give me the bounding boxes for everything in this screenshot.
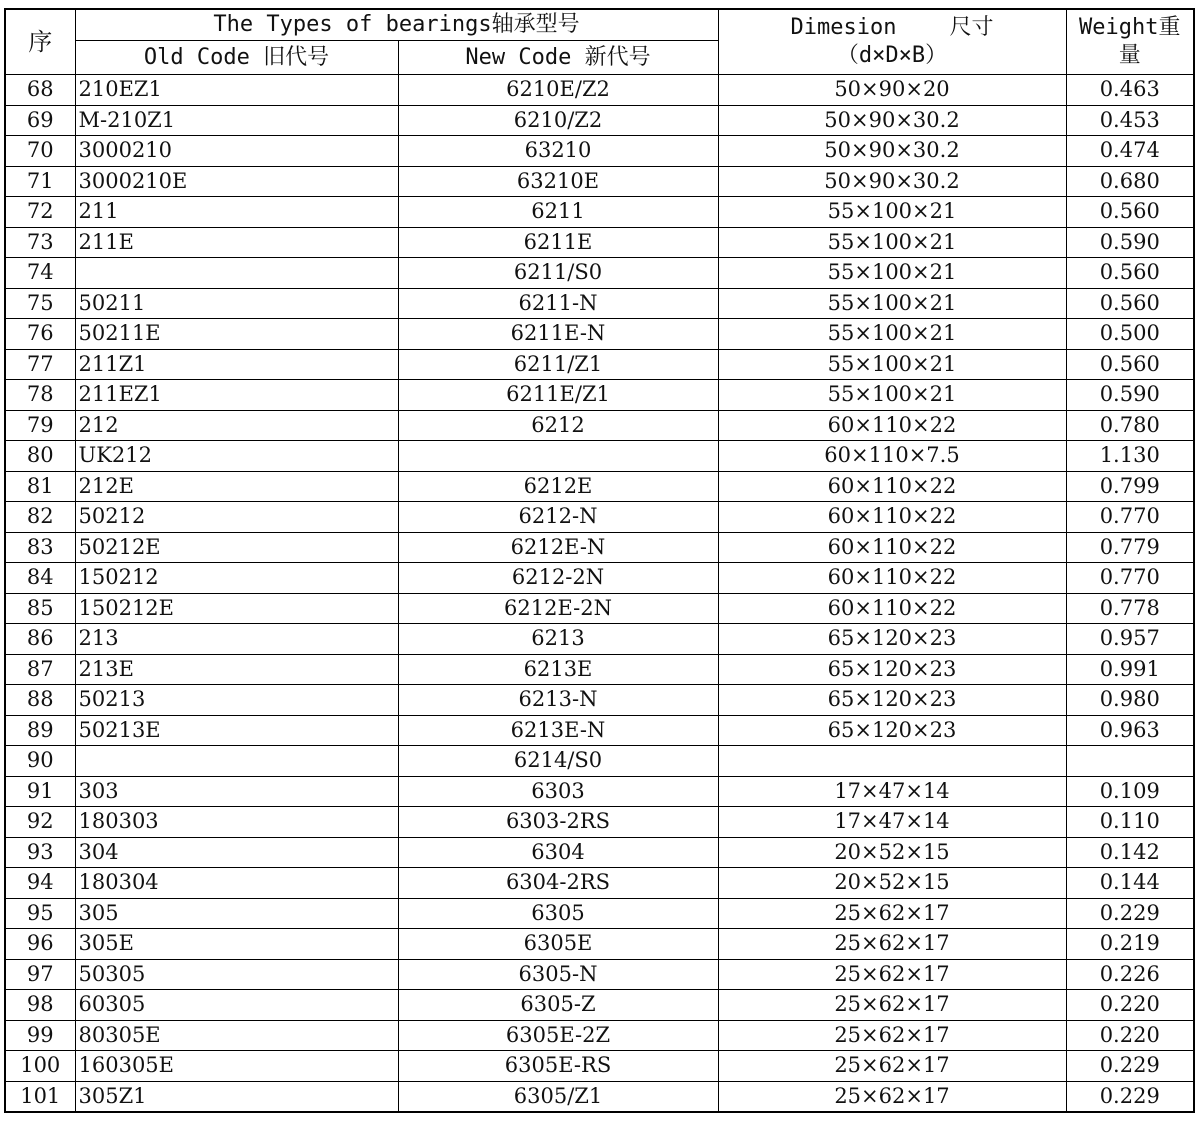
cell-dimension: 60×110×7.5 (718, 441, 1066, 472)
cell-new-code: 6305-Z (398, 990, 718, 1021)
table-row (5, 349, 1194, 380)
cell-seq: 86 (5, 624, 75, 655)
cell-seq: 82 (5, 502, 75, 533)
cell-dimension: 65×120×23 (718, 715, 1066, 746)
cell-weight (1066, 746, 1194, 777)
cell-seq: 77 (5, 349, 75, 380)
header-seq: 序 (5, 9, 75, 75)
cell-old-code: 50211E (75, 319, 398, 350)
cell-weight: 0.680 (1066, 166, 1194, 197)
cell-weight: 0.980 (1066, 685, 1194, 716)
bearing-table (4, 8, 1195, 1113)
table-row (5, 105, 1194, 136)
cell-seq: 90 (5, 746, 75, 777)
table-row (5, 1081, 1194, 1112)
cell-seq: 93 (5, 837, 75, 868)
cell-seq: 74 (5, 258, 75, 289)
cell-seq: 79 (5, 410, 75, 441)
cell-new-code: 6213E-N (398, 715, 718, 746)
table-row (5, 959, 1194, 990)
cell-dimension: 60×110×22 (718, 563, 1066, 594)
table-row (5, 288, 1194, 319)
cell-weight: 0.500 (1066, 319, 1194, 350)
cell-dimension: 25×62×17 (718, 1051, 1066, 1082)
cell-old-code: 212E (75, 471, 398, 502)
cell-old-code: 50212 (75, 502, 398, 533)
cell-seq: 87 (5, 654, 75, 685)
cell-seq: 72 (5, 197, 75, 228)
cell-seq: 85 (5, 593, 75, 624)
cell-new-code: 6305E-2Z (398, 1020, 718, 1051)
cell-new-code: 6212E-2N (398, 593, 718, 624)
cell-new-code: 6211 (398, 197, 718, 228)
table-row (5, 654, 1194, 685)
cell-old-code: 304 (75, 837, 398, 868)
table-row (5, 776, 1194, 807)
cell-old-code: 3000210 (75, 136, 398, 167)
cell-dimension: 25×62×17 (718, 959, 1066, 990)
table-row (5, 227, 1194, 258)
cell-dimension: 17×47×14 (718, 776, 1066, 807)
cell-new-code: 6214/S0 (398, 746, 718, 777)
cell-seq: 73 (5, 227, 75, 258)
cell-dimension: 60×110×22 (718, 502, 1066, 533)
cell-new-code: 6210/Z2 (398, 105, 718, 136)
table-row (5, 441, 1194, 472)
cell-new-code: 6212 (398, 410, 718, 441)
cell-dimension: 55×100×21 (718, 258, 1066, 289)
cell-seq: 84 (5, 563, 75, 594)
cell-old-code: 210EZ1 (75, 75, 398, 106)
table-row (5, 685, 1194, 716)
cell-new-code: 6212E (398, 471, 718, 502)
cell-dimension: 50×90×30.2 (718, 105, 1066, 136)
cell-new-code: 6304 (398, 837, 718, 868)
cell-old-code: 50305 (75, 959, 398, 990)
table-row (5, 319, 1194, 350)
header-types: The Types of bearings轴承型号 (75, 9, 718, 41)
cell-new-code: 6305E-RS (398, 1051, 718, 1082)
cell-new-code: 6213-N (398, 685, 718, 716)
cell-dimension: 60×110×22 (718, 410, 1066, 441)
cell-dimension: 55×100×21 (718, 288, 1066, 319)
cell-dimension: 55×100×21 (718, 197, 1066, 228)
cell-weight: 0.778 (1066, 593, 1194, 624)
table-row (5, 197, 1194, 228)
table-row (5, 807, 1194, 838)
header-new-code: New Code 新代号 (398, 41, 718, 75)
cell-dimension: 65×120×23 (718, 685, 1066, 716)
cell-dimension: 25×62×17 (718, 1081, 1066, 1112)
cell-dimension: 55×100×21 (718, 319, 1066, 350)
cell-new-code: 6303 (398, 776, 718, 807)
cell-seq: 80 (5, 441, 75, 472)
cell-new-code: 6305/Z1 (398, 1081, 718, 1112)
cell-old-code: 212 (75, 410, 398, 441)
cell-weight: 0.770 (1066, 563, 1194, 594)
table-row (5, 410, 1194, 441)
table-row (5, 715, 1194, 746)
cell-old-code: 305 (75, 898, 398, 929)
table-row (5, 837, 1194, 868)
cell-seq: 68 (5, 75, 75, 106)
cell-weight: 0.991 (1066, 654, 1194, 685)
header-dimension (718, 9, 1066, 75)
cell-weight: 1.130 (1066, 441, 1194, 472)
cell-old-code: 303 (75, 776, 398, 807)
cell-old-code: M-210Z1 (75, 105, 398, 136)
header-weight-line2: 量 (1118, 43, 1141, 68)
cell-seq: 98 (5, 990, 75, 1021)
cell-seq: 95 (5, 898, 75, 929)
cell-dimension: 20×52×15 (718, 868, 1066, 899)
cell-weight: 0.799 (1066, 471, 1194, 502)
cell-new-code (398, 441, 718, 472)
cell-seq: 97 (5, 959, 75, 990)
cell-new-code: 6210E/Z2 (398, 75, 718, 106)
cell-weight: 0.142 (1066, 837, 1194, 868)
cell-old-code: 160305E (75, 1051, 398, 1082)
cell-old-code: 211Z1 (75, 349, 398, 380)
table-row (5, 1020, 1194, 1051)
table-row (5, 258, 1194, 289)
cell-dimension: 55×100×21 (718, 349, 1066, 380)
cell-old-code: 213 (75, 624, 398, 655)
table-row (5, 532, 1194, 563)
header-weight-line1: Weight重 (1079, 15, 1181, 40)
cell-old-code: 211 (75, 197, 398, 228)
cell-weight: 0.220 (1066, 1020, 1194, 1051)
cell-old-code: 50213 (75, 685, 398, 716)
cell-new-code: 6211/Z1 (398, 349, 718, 380)
cell-weight: 0.560 (1066, 288, 1194, 319)
cell-weight: 0.226 (1066, 959, 1194, 990)
cell-dimension: 25×62×17 (718, 898, 1066, 929)
cell-new-code: 6211E/Z1 (398, 380, 718, 411)
cell-old-code: UK212 (75, 441, 398, 472)
cell-weight: 0.560 (1066, 349, 1194, 380)
cell-dimension: 50×90×30.2 (718, 166, 1066, 197)
cell-seq: 99 (5, 1020, 75, 1051)
cell-seq: 94 (5, 868, 75, 899)
cell-seq: 69 (5, 105, 75, 136)
cell-old-code: 60305 (75, 990, 398, 1021)
cell-new-code: 6303-2RS (398, 807, 718, 838)
header-old-code: Old Code 旧代号 (75, 41, 398, 75)
cell-new-code: 6305E (398, 929, 718, 960)
cell-weight: 0.229 (1066, 898, 1194, 929)
cell-dimension: 55×100×21 (718, 380, 1066, 411)
cell-old-code: 80305E (75, 1020, 398, 1051)
table-row (5, 746, 1194, 777)
cell-weight: 0.144 (1066, 868, 1194, 899)
cell-seq: 100 (5, 1051, 75, 1082)
cell-weight: 0.780 (1066, 410, 1194, 441)
cell-old-code (75, 746, 398, 777)
cell-dimension: 60×110×22 (718, 471, 1066, 502)
cell-new-code: 6305-N (398, 959, 718, 990)
cell-new-code: 6212-N (398, 502, 718, 533)
cell-weight: 0.219 (1066, 929, 1194, 960)
cell-seq: 81 (5, 471, 75, 502)
cell-old-code: 180303 (75, 807, 398, 838)
table-row (5, 624, 1194, 655)
header-dimension-line1: Dimesion 尺寸 (790, 15, 994, 40)
cell-old-code: 305Z1 (75, 1081, 398, 1112)
cell-seq: 75 (5, 288, 75, 319)
cell-old-code: 50212E (75, 532, 398, 563)
cell-weight: 0.779 (1066, 532, 1194, 563)
table-row (5, 380, 1194, 411)
cell-dimension: 25×62×17 (718, 990, 1066, 1021)
cell-dimension: 65×120×23 (718, 654, 1066, 685)
cell-seq: 92 (5, 807, 75, 838)
table-row (5, 136, 1194, 167)
table-row (5, 929, 1194, 960)
cell-old-code (75, 258, 398, 289)
cell-seq: 70 (5, 136, 75, 167)
cell-dimension: 20×52×15 (718, 837, 1066, 868)
cell-dimension (718, 746, 1066, 777)
cell-new-code: 6304-2RS (398, 868, 718, 899)
cell-weight: 0.220 (1066, 990, 1194, 1021)
cell-seq: 101 (5, 1081, 75, 1112)
cell-weight: 0.109 (1066, 776, 1194, 807)
cell-seq: 91 (5, 776, 75, 807)
cell-seq: 78 (5, 380, 75, 411)
cell-dimension: 50×90×30.2 (718, 136, 1066, 167)
cell-weight: 0.560 (1066, 197, 1194, 228)
cell-new-code: 6213E (398, 654, 718, 685)
cell-old-code: 211EZ1 (75, 380, 398, 411)
cell-weight: 0.957 (1066, 624, 1194, 655)
cell-weight: 0.590 (1066, 380, 1194, 411)
cell-weight: 0.229 (1066, 1051, 1194, 1082)
table-row (5, 593, 1194, 624)
table-row (5, 471, 1194, 502)
cell-seq: 71 (5, 166, 75, 197)
cell-dimension: 60×110×22 (718, 593, 1066, 624)
cell-old-code: 180304 (75, 868, 398, 899)
cell-weight: 0.474 (1066, 136, 1194, 167)
cell-new-code: 6305 (398, 898, 718, 929)
table-row (5, 1051, 1194, 1082)
cell-dimension: 55×100×21 (718, 227, 1066, 258)
cell-old-code: 150212E (75, 593, 398, 624)
cell-dimension: 25×62×17 (718, 929, 1066, 960)
cell-dimension: 17×47×14 (718, 807, 1066, 838)
cell-weight: 0.229 (1066, 1081, 1194, 1112)
cell-new-code: 6211E-N (398, 319, 718, 350)
table-body (5, 75, 1194, 1112)
cell-weight: 0.770 (1066, 502, 1194, 533)
cell-seq: 88 (5, 685, 75, 716)
cell-weight: 0.590 (1066, 227, 1194, 258)
table-header (5, 9, 1194, 75)
cell-seq: 96 (5, 929, 75, 960)
cell-dimension: 65×120×23 (718, 624, 1066, 655)
cell-old-code: 50213E (75, 715, 398, 746)
cell-weight: 0.560 (1066, 258, 1194, 289)
cell-new-code: 6212E-N (398, 532, 718, 563)
table-row (5, 868, 1194, 899)
cell-new-code: 63210 (398, 136, 718, 167)
cell-new-code: 6213 (398, 624, 718, 655)
cell-old-code: 3000210E (75, 166, 398, 197)
table-row (5, 898, 1194, 929)
cell-old-code: 305E (75, 929, 398, 960)
cell-seq: 83 (5, 532, 75, 563)
cell-old-code: 211E (75, 227, 398, 258)
cell-new-code: 6211/S0 (398, 258, 718, 289)
cell-old-code: 213E (75, 654, 398, 685)
table-row (5, 563, 1194, 594)
cell-new-code: 6211E (398, 227, 718, 258)
cell-dimension: 50×90×20 (718, 75, 1066, 106)
cell-dimension: 25×62×17 (718, 1020, 1066, 1051)
cell-old-code: 150212 (75, 563, 398, 594)
cell-dimension: 60×110×22 (718, 532, 1066, 563)
table-row (5, 166, 1194, 197)
cell-weight: 0.453 (1066, 105, 1194, 136)
cell-old-code: 50211 (75, 288, 398, 319)
cell-seq: 89 (5, 715, 75, 746)
cell-new-code: 6212-2N (398, 563, 718, 594)
cell-seq: 76 (5, 319, 75, 350)
table-row (5, 990, 1194, 1021)
cell-new-code: 6211-N (398, 288, 718, 319)
table-row (5, 502, 1194, 533)
header-weight (1066, 9, 1194, 75)
cell-weight: 0.463 (1066, 75, 1194, 106)
cell-weight: 0.963 (1066, 715, 1194, 746)
cell-new-code: 63210E (398, 166, 718, 197)
header-dimension-line2: （d×D×B） (836, 43, 948, 68)
table-row (5, 75, 1194, 106)
cell-weight: 0.110 (1066, 807, 1194, 838)
